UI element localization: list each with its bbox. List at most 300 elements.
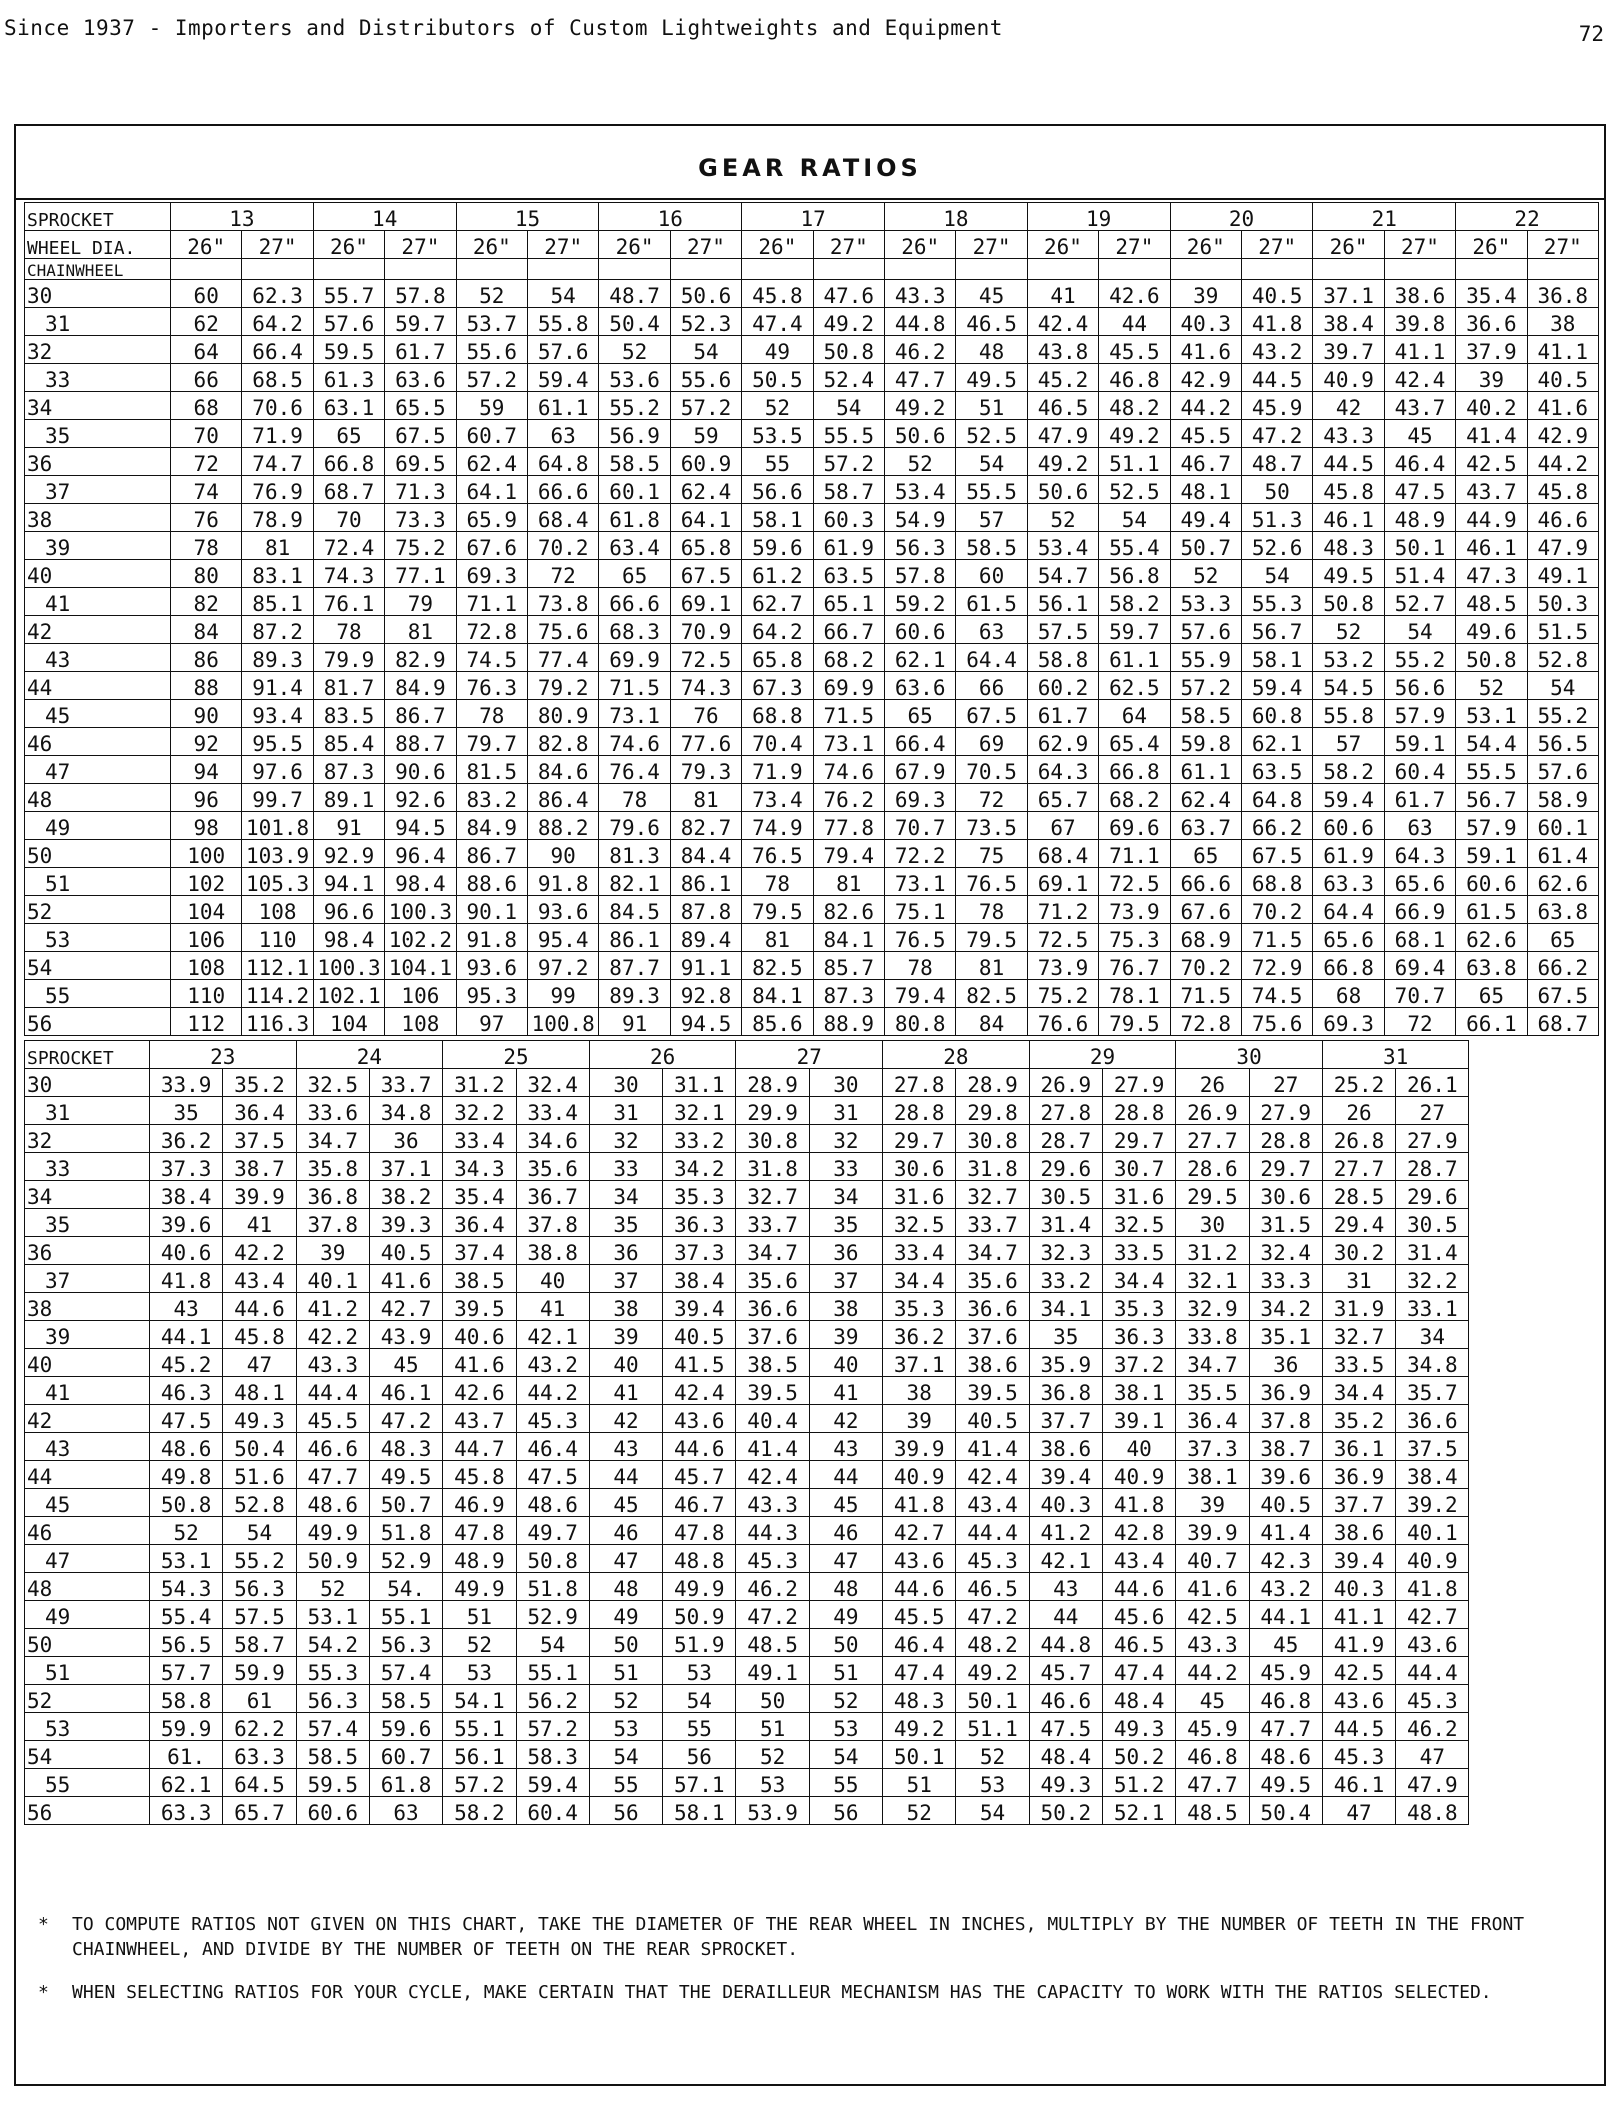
ratio-cell: 56.1: [443, 1741, 516, 1769]
ratio-cell: 46.4: [883, 1629, 956, 1657]
ratio-cell: 72: [956, 784, 1027, 812]
ratio-cell: 31.6: [883, 1181, 956, 1209]
ratio-cell: 44.2: [1176, 1657, 1249, 1685]
ratio-cell: 69.4: [1384, 952, 1455, 980]
page-number: 72: [1578, 22, 1604, 46]
ratio-cell: 34.2: [663, 1153, 736, 1181]
ratio-cell: 65.8: [670, 532, 741, 560]
sprocket-header: 14: [313, 203, 456, 231]
ratio-cell: 52.5: [956, 420, 1027, 448]
ratio-cell: 32.1: [663, 1097, 736, 1125]
ratio-cell: 78.1: [1099, 980, 1170, 1008]
ratio-cell: 94.5: [670, 1008, 741, 1036]
ratio-cell: 74: [171, 476, 242, 504]
ratio-cell: 82.5: [742, 952, 813, 980]
ratio-cell: 43.3: [1313, 420, 1384, 448]
ratio-cell: 51: [589, 1657, 662, 1685]
ratio-cell: 43.2: [1241, 336, 1312, 364]
chainwheel-teeth: 43: [25, 1433, 150, 1461]
ratio-cell: 81.3: [599, 840, 670, 868]
ratio-cell: 71.5: [1241, 924, 1312, 952]
ratio-cell: 60: [171, 280, 242, 308]
ratio-cell: 34.8: [369, 1097, 442, 1125]
ratio-cell: 68.7: [313, 476, 384, 504]
ratio-cell: 50.8: [1313, 588, 1384, 616]
sprocket-header: 27: [736, 1041, 883, 1069]
ratio-cell: 102.2: [385, 924, 456, 952]
ratio-cell: 50.6: [670, 280, 741, 308]
ratio-cell: 55.6: [670, 364, 741, 392]
ratio-cell: 63.4: [599, 532, 670, 560]
ratio-cell: 48.3: [369, 1433, 442, 1461]
ratio-cell: 50.5: [742, 364, 813, 392]
ratio-cell: 46.8: [1176, 1741, 1249, 1769]
ratio-cell: 37.1: [1313, 280, 1384, 308]
ratio-cell: 40.9: [1396, 1545, 1469, 1573]
ratio-cell: 33.8: [1176, 1321, 1249, 1349]
ratio-cell: 25.2: [1322, 1069, 1395, 1097]
ratio-cell: 37.6: [956, 1321, 1029, 1349]
sprocket-header: 13: [171, 203, 314, 231]
ratio-cell: 26.1: [1396, 1069, 1469, 1097]
table-row: [25, 364, 1599, 392]
ratio-cell: 78: [742, 868, 813, 896]
ratio-cell: 48.9: [443, 1545, 516, 1573]
ratio-cell: 47.9: [1527, 532, 1598, 560]
ratio-cell: 45: [369, 1349, 442, 1377]
ratio-cell: 84.1: [742, 980, 813, 1008]
ratio-cell: 41.8: [1102, 1489, 1175, 1517]
ratio-cell: 59.1: [1456, 840, 1527, 868]
ratio-cell: 72.4: [313, 532, 384, 560]
ratio-cell: 46.2: [736, 1573, 809, 1601]
sprocket-header: 23: [150, 1041, 297, 1069]
ratio-cell: 63.7: [1170, 812, 1241, 840]
ratio-cell: 49.2: [883, 1713, 956, 1741]
ratio-cell: 33.9: [150, 1069, 223, 1097]
ratio-cell: 61.8: [369, 1769, 442, 1797]
notes-section: [38, 1912, 1598, 2024]
ratio-cell: 68.7: [1527, 1008, 1598, 1036]
ratio-cell: 57.2: [670, 392, 741, 420]
ratio-cell: 30.5: [1396, 1209, 1469, 1237]
ratio-cell: 79.7: [456, 728, 527, 756]
page-header: Since 1937 - Importers and Distributors of Custom Lightweights and Equipment: [4, 16, 1003, 40]
sprocket-header: 16: [599, 203, 742, 231]
ratio-cell: 83.2: [456, 784, 527, 812]
ratio-cell: 38.4: [1396, 1461, 1469, 1489]
ratio-cell: 27.9: [1396, 1125, 1469, 1153]
ratio-cell: 32.7: [956, 1181, 1029, 1209]
ratio-cell: 41.4: [1456, 420, 1527, 448]
ratio-cell: 52: [884, 448, 955, 476]
ratio-cell: 39.6: [150, 1209, 223, 1237]
ratio-cell: 39.4: [663, 1293, 736, 1321]
ratio-cell: 52.5: [1099, 476, 1170, 504]
ratio-cell: 51: [809, 1657, 882, 1685]
ratio-cell: 70.2: [1170, 952, 1241, 980]
ratio-cell: 43: [589, 1433, 662, 1461]
ratio-cell: 47.2: [956, 1601, 1029, 1629]
table-row: [25, 1433, 1469, 1461]
ratio-cell: 62.4: [670, 476, 741, 504]
ratio-cell: 53.4: [1027, 532, 1098, 560]
ratio-cell: 106: [385, 980, 456, 1008]
table-row: [25, 812, 1599, 840]
ratio-cell: 39: [1456, 364, 1527, 392]
ratio-cell: 53: [589, 1713, 662, 1741]
ratio-cell: 31.8: [736, 1153, 809, 1181]
ratio-cell: 55: [809, 1769, 882, 1797]
ratio-cell: 52: [296, 1573, 369, 1601]
ratio-cell: 44: [1029, 1601, 1102, 1629]
ratio-cell: 48.9: [1384, 504, 1455, 532]
ratio-cell: 75.6: [527, 616, 598, 644]
ratio-cell: 79.2: [527, 672, 598, 700]
ratio-cell: 38.6: [1322, 1517, 1395, 1545]
ratio-cell: 76: [171, 504, 242, 532]
ratio-cell: 63: [1384, 812, 1455, 840]
ratio-cell: 48.6: [296, 1489, 369, 1517]
ratio-cell: 55: [663, 1713, 736, 1741]
ratio-cell: 27: [1396, 1097, 1469, 1125]
ratio-cell: 40.6: [443, 1321, 516, 1349]
ratio-cell: 62.1: [884, 644, 955, 672]
ratio-cell: 41.2: [1029, 1517, 1102, 1545]
wheel-size-header: 26": [1313, 231, 1384, 259]
ratio-cell: 40.3: [1322, 1573, 1395, 1601]
ratio-cell: 61.5: [956, 588, 1027, 616]
ratio-cell: 49.3: [223, 1405, 296, 1433]
ratio-cell: 48.4: [1029, 1741, 1102, 1769]
ratio-cell: 42: [809, 1405, 882, 1433]
ratio-cell: 40.1: [296, 1265, 369, 1293]
sprocket-header: 17: [742, 203, 885, 231]
ratio-cell: 49.2: [956, 1657, 1029, 1685]
chainwheel-teeth: 51: [25, 868, 171, 896]
ratio-cell: 58.7: [813, 476, 884, 504]
ratio-cell: 56.2: [516, 1685, 589, 1713]
ratio-cell: 26.9: [1176, 1097, 1249, 1125]
ratio-cell: 36: [1249, 1349, 1322, 1377]
ratio-cell: 75.3: [1099, 924, 1170, 952]
ratio-cell: 43: [809, 1433, 882, 1461]
ratio-cell: 32.5: [296, 1069, 369, 1097]
ratio-cell: 44: [1099, 308, 1170, 336]
ratio-cell: 47.9: [1027, 420, 1098, 448]
ratio-cell: 29.4: [1322, 1209, 1395, 1237]
ratio-cell: 45.6: [1102, 1601, 1175, 1629]
ratio-cell: 60.1: [599, 476, 670, 504]
ratio-cell: 38.1: [1102, 1377, 1175, 1405]
chainwheel-teeth: 48: [25, 784, 171, 812]
ratio-cell: 82.8: [527, 728, 598, 756]
table-row: [25, 532, 1599, 560]
ratio-cell: 62.5: [1099, 672, 1170, 700]
ratio-cell: 42.3: [1249, 1545, 1322, 1573]
ratio-cell: 39.3: [369, 1209, 442, 1237]
ratio-cell: 38.7: [1249, 1433, 1322, 1461]
ratio-cell: 60.6: [884, 616, 955, 644]
ratio-cell: 47.5: [1384, 476, 1455, 504]
ratio-cell: 49.4: [1170, 504, 1241, 532]
wheel-size-header: 26": [742, 231, 813, 259]
ratio-cell: 33.4: [443, 1125, 516, 1153]
ratio-cell: 58.9: [1527, 784, 1598, 812]
note-text: TO COMPUTE RATIOS NOT GIVEN ON THIS CHART, TAKE THE DIAMETER OF THE REAR WHEEL IN INCHES, MULTIPLY BY THE NUMBER OF TEETH IN THE FRONT CHAINWHEEL, AND DIVIDE BY THE NUMBER OF TEETH ON THE REAR SPROCKET.: [72, 1914, 1525, 1961]
ratio-cell: 87.2: [242, 616, 313, 644]
ratio-cell: 59: [670, 420, 741, 448]
ratio-cell: 98.4: [313, 924, 384, 952]
ratio-cell: 46.3: [150, 1377, 223, 1405]
ratio-cell: 39.5: [736, 1377, 809, 1405]
ratio-cell: 32.3: [1029, 1237, 1102, 1265]
ratio-cell: 55: [742, 448, 813, 476]
ratio-cell: 71.1: [456, 588, 527, 616]
ratio-cell: 45.3: [736, 1545, 809, 1573]
ratio-cell: 82.1: [599, 868, 670, 896]
ratio-cell: 70.7: [1384, 980, 1455, 1008]
table-row: [25, 392, 1599, 420]
ratio-cell: 75.2: [1027, 980, 1098, 1008]
ratio-cell: 67.5: [385, 420, 456, 448]
ratio-cell: 79.4: [813, 840, 884, 868]
chainwheel-teeth: 35: [25, 1209, 150, 1237]
ratio-cell: 82.9: [385, 644, 456, 672]
ratio-cell: 32.7: [736, 1181, 809, 1209]
ratio-cell: 42.9: [1527, 420, 1598, 448]
ratio-cell: 35.4: [1456, 280, 1527, 308]
ratio-cell: 44.2: [1527, 448, 1598, 476]
ratio-cell: 27.7: [1322, 1153, 1395, 1181]
ratio-cell: 48.5: [736, 1629, 809, 1657]
ratio-cell: 55.7: [313, 280, 384, 308]
ratio-cell: 50.2: [1102, 1741, 1175, 1769]
ratio-cell: 57.2: [456, 364, 527, 392]
table-row: [25, 1545, 1469, 1573]
ratio-cell: 65: [313, 420, 384, 448]
ratio-cell: 26: [1176, 1069, 1249, 1097]
ratio-cell: 33.7: [369, 1069, 442, 1097]
wheel-size-header: 26": [313, 231, 384, 259]
ratio-cell: 35.5: [1176, 1377, 1249, 1405]
ratio-cell: 48: [809, 1573, 882, 1601]
table-row: [25, 700, 1599, 728]
ratio-cell: 40.3: [1029, 1489, 1102, 1517]
ratio-cell: 54.9: [884, 504, 955, 532]
ratio-cell: 57.2: [443, 1769, 516, 1797]
wheel-size-header: 26": [1456, 231, 1527, 259]
ratio-cell: 50: [1241, 476, 1312, 504]
ratio-cell: 112: [171, 1008, 242, 1036]
ratio-cell: 73.5: [956, 812, 1027, 840]
ratio-cell: 41.2: [296, 1293, 369, 1321]
table-row: [25, 1069, 1469, 1097]
ratio-cell: 32.4: [1249, 1237, 1322, 1265]
ratio-cell: 59.2: [884, 588, 955, 616]
ratio-cell: 91: [599, 1008, 670, 1036]
ratio-cell: 42.5: [1456, 448, 1527, 476]
ratio-cell: 48.2: [1099, 392, 1170, 420]
ratio-cell: 84.4: [670, 840, 741, 868]
ratio-cell: 35.2: [1322, 1405, 1395, 1433]
ratio-cell: 41.8: [150, 1265, 223, 1293]
ratio-cell: 51.8: [516, 1573, 589, 1601]
ratio-cell: 48.8: [1396, 1797, 1469, 1825]
table-row: [25, 1293, 1469, 1321]
ratio-cell: 59.7: [385, 308, 456, 336]
ratio-cell: 88: [171, 672, 242, 700]
ratio-cell: 65.5: [385, 392, 456, 420]
spacer-cell: [456, 259, 527, 280]
spacer-cell: [1456, 259, 1527, 280]
table-row: [25, 560, 1599, 588]
ratio-cell: 38.2: [369, 1181, 442, 1209]
ratio-cell: 76.5: [742, 840, 813, 868]
ratio-cell: 55.8: [527, 308, 598, 336]
ratio-cell: 50.4: [223, 1433, 296, 1461]
ratio-cell: 62.9: [1027, 728, 1098, 756]
ratio-cell: 32: [589, 1125, 662, 1153]
ratio-cell: 45: [1384, 420, 1455, 448]
chainwheel-teeth: 49: [25, 812, 171, 840]
ratio-cell: 37.6: [736, 1321, 809, 1349]
ratio-cell: 47.8: [443, 1517, 516, 1545]
ratio-cell: 65: [1170, 840, 1241, 868]
ratio-cell: 84.9: [385, 672, 456, 700]
table-row: [25, 1349, 1469, 1377]
ratio-cell: 41.6: [443, 1349, 516, 1377]
ratio-cell: 53.7: [456, 308, 527, 336]
ratio-cell: 54: [589, 1741, 662, 1769]
ratio-cell: 70.6: [242, 392, 313, 420]
ratio-cell: 55.6: [456, 336, 527, 364]
ratio-cell: 52: [589, 1685, 662, 1713]
ratio-cell: 82.6: [813, 896, 884, 924]
ratio-cell: 53.9: [736, 1797, 809, 1825]
ratio-cell: 49.9: [443, 1573, 516, 1601]
ratio-cell: 49.5: [369, 1461, 442, 1489]
ratio-cell: 39.9: [883, 1433, 956, 1461]
ratio-cell: 41.9: [1322, 1629, 1395, 1657]
ratio-cell: 36.6: [1396, 1405, 1469, 1433]
ratio-cell: 39.1: [1102, 1405, 1175, 1433]
ratio-cell: 66.7: [813, 616, 884, 644]
ratio-cell: 36.7: [516, 1181, 589, 1209]
ratio-cell: 116.3: [242, 1008, 313, 1036]
ratio-cell: 45.7: [1029, 1657, 1102, 1685]
ratio-cell: 39.8: [1384, 308, 1455, 336]
ratio-cell: 69.9: [599, 644, 670, 672]
ratio-cell: 45.3: [1322, 1741, 1395, 1769]
ratio-cell: 35.9: [1029, 1349, 1102, 1377]
ratio-cell: 63.1: [313, 392, 384, 420]
ratio-cell: 43.7: [1456, 476, 1527, 504]
chainwheel-teeth: 31: [25, 308, 171, 336]
ratio-cell: 66.9: [1384, 896, 1455, 924]
ratio-cell: 61.3: [313, 364, 384, 392]
ratio-cell: 49.8: [150, 1461, 223, 1489]
ratio-cell: 41.6: [1176, 1573, 1249, 1601]
ratio-cell: 98.4: [385, 868, 456, 896]
ratio-cell: 38: [589, 1293, 662, 1321]
ratio-cell: 66.6: [1170, 868, 1241, 896]
ratio-cell: 44.6: [883, 1573, 956, 1601]
ratio-cell: 33.3: [1249, 1265, 1322, 1293]
ratio-cell: 92.9: [313, 840, 384, 868]
ratio-cell: 59.7: [1099, 616, 1170, 644]
ratio-cell: 50: [736, 1685, 809, 1713]
ratio-cell: 82.7: [670, 812, 741, 840]
ratio-cell: 46.7: [663, 1489, 736, 1517]
ratio-cell: 112.1: [242, 952, 313, 980]
ratio-cell: 71.9: [242, 420, 313, 448]
chainwheel-teeth: 56: [25, 1797, 150, 1825]
ratio-cell: 48.7: [599, 280, 670, 308]
ratio-cell: 65: [1456, 980, 1527, 1008]
ratio-cell: 46.8: [1099, 364, 1170, 392]
ratio-cell: 46.7: [1170, 448, 1241, 476]
table-row: [25, 1125, 1469, 1153]
ratio-cell: 52.4: [813, 364, 884, 392]
ratio-cell: 79.9: [313, 644, 384, 672]
ratio-cell: 37.1: [369, 1153, 442, 1181]
ratio-cell: 57: [1313, 728, 1384, 756]
ratio-cell: 93.6: [527, 896, 598, 924]
ratio-cell: 89.3: [242, 644, 313, 672]
table-row: [25, 336, 1599, 364]
ratio-cell: 39.9: [223, 1181, 296, 1209]
ratio-cell: 39.9: [1176, 1517, 1249, 1545]
ratio-cell: 32.9: [1176, 1293, 1249, 1321]
ratio-cell: 51: [443, 1601, 516, 1629]
ratio-cell: 72.8: [456, 616, 527, 644]
note-item: [38, 1980, 1598, 2005]
ratio-cell: 68.8: [742, 700, 813, 728]
ratio-cell: 52: [443, 1629, 516, 1657]
chainwheel-teeth: 37: [25, 476, 171, 504]
spacer-cell: [171, 259, 242, 280]
chainwheel-teeth: 50: [25, 840, 171, 868]
chainwheel-label: CHAINWHEEL: [25, 259, 171, 280]
ratio-cell: 55.9: [1170, 644, 1241, 672]
ratio-cell: 48.3: [883, 1685, 956, 1713]
ratio-cell: 47.2: [736, 1601, 809, 1629]
table-row: [25, 448, 1599, 476]
ratio-cell: 34.4: [1322, 1377, 1395, 1405]
ratio-cell: 43.4: [1102, 1545, 1175, 1573]
ratio-cell: 32.2: [1396, 1265, 1469, 1293]
ratio-cell: 42.9: [1170, 364, 1241, 392]
ratio-cell: 60.2: [1027, 672, 1098, 700]
ratio-cell: 85.4: [313, 728, 384, 756]
ratio-cell: 42.5: [1322, 1657, 1395, 1685]
ratio-cell: 39.5: [443, 1293, 516, 1321]
ratio-cell: 68: [1313, 980, 1384, 1008]
ratio-cell: 114.2: [242, 980, 313, 1008]
ratio-cell: 45.8: [1527, 476, 1598, 504]
ratio-cell: 55.2: [1527, 700, 1598, 728]
ratio-cell: 30.8: [736, 1125, 809, 1153]
ratio-cell: 50.7: [1170, 532, 1241, 560]
wheel-size-header: 27": [1099, 231, 1170, 259]
ratio-cell: 77.6: [670, 728, 741, 756]
ratio-cell: 60.7: [456, 420, 527, 448]
table-row: [25, 280, 1599, 308]
ratio-cell: 42.4: [663, 1377, 736, 1405]
ratio-cell: 86.1: [670, 868, 741, 896]
ratio-cell: 61.5: [1456, 896, 1527, 924]
